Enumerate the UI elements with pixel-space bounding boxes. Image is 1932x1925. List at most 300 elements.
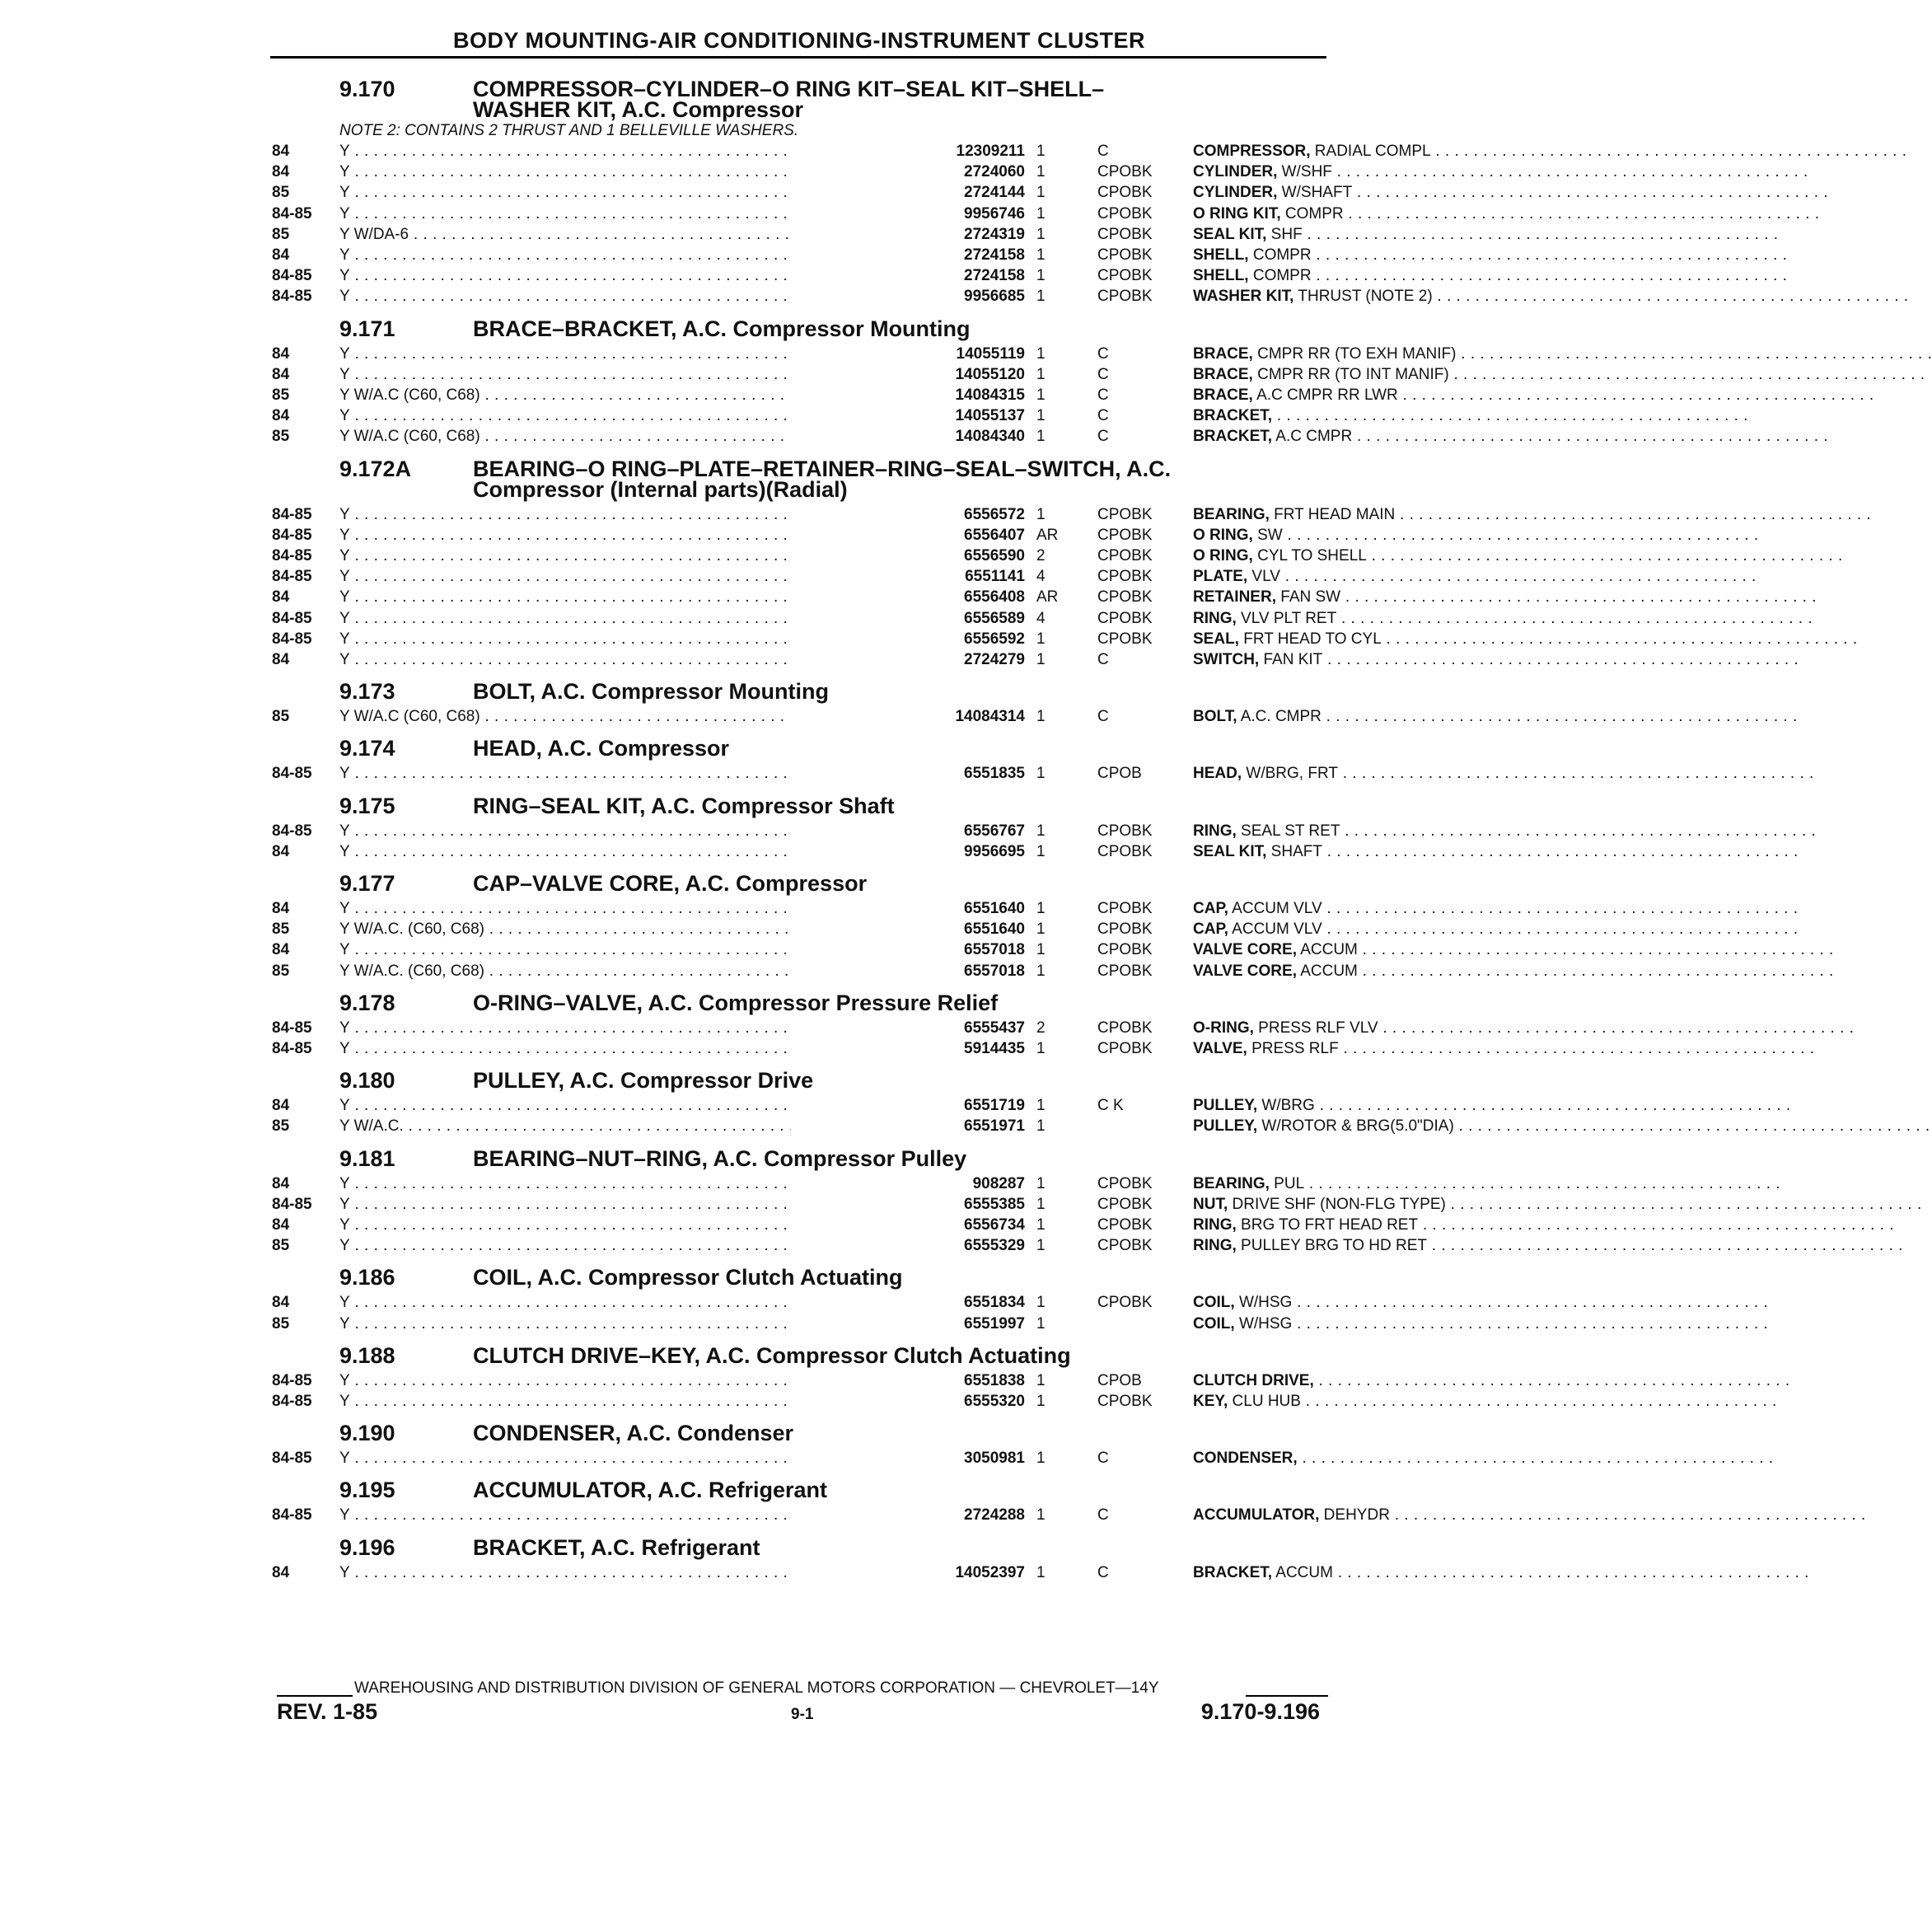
part-number: 9956746 xyxy=(791,204,1025,224)
part-detail: RADIAL COMPL xyxy=(1310,143,1431,160)
source-code: CPOBK xyxy=(1097,1294,1153,1312)
part-number: 6551640 xyxy=(791,919,1025,939)
quantity: 1 xyxy=(1036,1216,1046,1234)
part-description xyxy=(1193,344,1590,364)
part-number: 6551971 xyxy=(791,1116,1025,1136)
part-description xyxy=(1193,821,1590,841)
part-number: 9956695 xyxy=(791,841,1025,862)
part-row xyxy=(272,566,1328,587)
application: Y . . . xyxy=(339,649,908,670)
application: Y . . . xyxy=(339,587,908,607)
application: Y . . . xyxy=(339,1391,908,1412)
part-description xyxy=(1193,141,1590,162)
source-code: CPOBK xyxy=(1097,962,1153,980)
part-detail: A.C CMPR xyxy=(1272,428,1353,446)
model-year: 85 xyxy=(272,1117,290,1136)
part-row xyxy=(272,245,1328,265)
part-detail: ACCUM VLV xyxy=(1228,900,1322,917)
part-description xyxy=(1193,1116,1590,1136)
part-number: 2724144 xyxy=(791,182,1025,203)
model-year: 84-85 xyxy=(272,204,312,222)
part-description xyxy=(1193,649,1590,670)
quantity: 1 xyxy=(1036,1195,1046,1213)
source-code: CPOBK xyxy=(1097,609,1153,627)
model-year: 85 xyxy=(272,386,290,404)
source-code: CPOBK xyxy=(1097,900,1153,917)
part-description xyxy=(1193,1505,1590,1525)
part-name: BRACE, xyxy=(1193,344,1253,363)
part-row xyxy=(272,1448,1328,1468)
section-title: BRACKET, A.C. Refrigerant xyxy=(473,1534,760,1560)
part-detail: W/HSG xyxy=(1234,1294,1293,1312)
section-title: HEAD, A.C. Compressor xyxy=(473,736,730,761)
quantity: 1 xyxy=(1036,163,1046,181)
part-number: 6557018 xyxy=(791,961,1025,981)
part-detail: COMPR xyxy=(1248,267,1312,285)
part-description xyxy=(1193,224,1590,245)
part-description xyxy=(1193,364,1590,385)
model-year: 84-85 xyxy=(272,1195,312,1213)
part-detail: SHAFT xyxy=(1266,842,1322,860)
part-description xyxy=(1193,587,1590,607)
part-name: PULLEY, xyxy=(1193,1097,1258,1115)
application: Y W/DA-6 . . . xyxy=(339,224,908,245)
model-year: 84 xyxy=(272,344,290,363)
part-name: SEAL KIT, xyxy=(1193,225,1267,243)
model-year: 85 xyxy=(272,708,290,726)
part-row xyxy=(272,182,1353,203)
quantity: 1 xyxy=(1036,225,1046,243)
part-name: VALVE CORE, xyxy=(1193,941,1297,959)
part-description xyxy=(1193,841,1590,862)
model-year: 84-85 xyxy=(272,547,312,564)
quantity: 1 xyxy=(1036,184,1046,202)
application: Y . . . xyxy=(339,1095,908,1116)
model-year: 84 xyxy=(272,588,290,607)
part-number: 6555329 xyxy=(791,1235,1025,1256)
quantity: 1 xyxy=(1036,1117,1046,1136)
part-detail: SEAL ST RET xyxy=(1236,822,1340,840)
application: Y . . . xyxy=(339,245,908,265)
part-name: BRACE, xyxy=(1193,386,1253,404)
application: Y . . . xyxy=(339,566,908,587)
section-title: BRACE–BRACKET, A.C. Compressor Mounting xyxy=(473,316,971,341)
part-row xyxy=(272,939,1358,960)
source-code: C xyxy=(1097,428,1109,446)
part-row xyxy=(272,629,1382,649)
section-number: 9.190 xyxy=(339,1421,395,1446)
part-name: WASHER KIT, xyxy=(1193,288,1294,306)
section-number: 9.177 xyxy=(339,871,395,896)
quantity: 4 xyxy=(1036,609,1046,627)
part-detail: W/ROTOR & BRG(5.0"DIA) xyxy=(1257,1117,1454,1136)
part-row xyxy=(272,1370,1328,1391)
section-title: RING–SEAL KIT, A.C. Compressor Shaft xyxy=(473,793,895,818)
model-year: 84 xyxy=(272,365,290,383)
part-detail: ACCUM xyxy=(1296,962,1358,980)
section-number: 9.196 xyxy=(339,1534,395,1560)
source-code: CPOBK xyxy=(1097,920,1153,939)
application: Y . . . xyxy=(339,763,908,784)
part-description xyxy=(1193,939,1590,960)
source-code: CPOBK xyxy=(1097,941,1153,959)
part-description xyxy=(1193,608,1590,629)
part-detail: CMPR RR (TO EXH MANIF) xyxy=(1252,344,1457,363)
part-row xyxy=(272,286,1433,307)
part-number: 6556407 xyxy=(791,525,1025,546)
section-number: 9.178 xyxy=(339,990,395,1015)
part-row xyxy=(272,344,1457,364)
part-detail: COMPR xyxy=(1280,204,1344,222)
application: Y . . . xyxy=(339,344,908,364)
part-description xyxy=(1193,265,1590,286)
part-name: RING, xyxy=(1193,822,1237,840)
part-number: 6551835 xyxy=(791,763,1025,784)
source-code: C xyxy=(1097,407,1109,425)
part-number: 6556734 xyxy=(791,1215,1025,1235)
part-name: BEARING, xyxy=(1193,505,1270,523)
quantity: 1 xyxy=(1036,407,1046,425)
part-row xyxy=(272,224,1328,245)
quantity: 1 xyxy=(1036,822,1046,840)
source-code: CPOB xyxy=(1097,765,1142,783)
application: Y . . . xyxy=(339,939,908,960)
part-detail: PRESS RLF VLV xyxy=(1253,1019,1378,1037)
part-number: 6557018 xyxy=(791,939,1025,960)
quantity: 1 xyxy=(1036,246,1046,264)
application: Y . . . xyxy=(339,525,908,546)
part-name: RING, xyxy=(1193,609,1237,627)
part-description xyxy=(1193,405,1590,426)
part-row xyxy=(272,1173,1328,1194)
application: Y . . . xyxy=(339,898,908,919)
part-row xyxy=(272,426,1353,447)
part-number: 14055137 xyxy=(791,405,1025,426)
part-row xyxy=(272,919,1328,939)
section-title: CLUTCH DRIVE–KEY, A.C. Compressor Clutch Actuating xyxy=(473,1342,1071,1368)
part-row xyxy=(272,1095,1328,1116)
source-code: CPOBK xyxy=(1097,225,1153,243)
part-row xyxy=(272,898,1328,919)
model-year: 84-85 xyxy=(272,1506,312,1525)
quantity: AR xyxy=(1036,526,1059,544)
section-title: COIL, A.C. Compressor Clutch Actuating xyxy=(473,1265,903,1290)
part-detail: DRIVE SHF (NON-FLG TYPE) xyxy=(1228,1195,1446,1213)
quantity: 1 xyxy=(1036,1314,1046,1333)
source-code: CPOBK xyxy=(1097,1237,1153,1255)
quantity: 1 xyxy=(1036,386,1046,404)
part-row xyxy=(272,141,1431,162)
part-number: 6556767 xyxy=(791,821,1025,841)
quantity: 1 xyxy=(1036,842,1046,860)
part-detail: COMPR xyxy=(1248,246,1312,264)
part-description xyxy=(1193,1562,1590,1583)
part-description xyxy=(1193,1215,1590,1235)
source-code: C xyxy=(1097,708,1109,726)
part-row xyxy=(272,405,1328,426)
part-description xyxy=(1193,1292,1590,1313)
source-code: CPOBK xyxy=(1097,288,1153,306)
part-name: ACCUMULATOR, xyxy=(1193,1506,1320,1525)
part-detail: W/HSG xyxy=(1234,1314,1293,1333)
part-name: COMPRESSOR, xyxy=(1193,143,1311,160)
part-name: O RING, xyxy=(1193,547,1253,564)
part-description xyxy=(1193,525,1590,546)
application: Y . . . xyxy=(339,1018,908,1038)
source-code: CPOB xyxy=(1097,1371,1142,1389)
part-detail: PUL xyxy=(1269,1174,1305,1192)
part-row xyxy=(272,1018,1378,1038)
application: Y . . . xyxy=(339,1314,908,1334)
application: Y . . . xyxy=(339,286,908,307)
part-row xyxy=(272,763,1338,784)
part-number: 6556592 xyxy=(791,629,1025,649)
part-detail: ACCUM xyxy=(1272,1563,1333,1581)
quantity: 1 xyxy=(1036,1040,1046,1057)
part-row xyxy=(272,204,1344,224)
part-name: CLUTCH DRIVE, xyxy=(1193,1371,1314,1389)
application: Y . . . xyxy=(339,546,908,566)
model-year: 84-85 xyxy=(272,1040,312,1057)
part-number: 6555385 xyxy=(791,1194,1025,1215)
model-year: 84-85 xyxy=(272,1450,312,1468)
part-detail: PULLEY BRG TO HD RET xyxy=(1236,1237,1428,1255)
part-detail: SW xyxy=(1252,526,1283,544)
quantity: 1 xyxy=(1036,651,1046,668)
quantity: 1 xyxy=(1036,765,1046,783)
part-description xyxy=(1193,961,1590,981)
part-detail: W/SHAFT xyxy=(1277,184,1353,202)
quantity: 1 xyxy=(1036,365,1046,383)
part-name: O RING KIT, xyxy=(1193,204,1281,222)
section-number: 9.172A xyxy=(339,456,412,481)
quantity: 1 xyxy=(1036,267,1046,285)
part-number: 14052397 xyxy=(791,1562,1025,1583)
header-rule xyxy=(270,56,1326,59)
source-code: C xyxy=(1097,651,1109,668)
model-year: 85 xyxy=(272,962,290,980)
part-number: 14084340 xyxy=(791,426,1025,447)
part-name: KEY, xyxy=(1193,1393,1228,1410)
quantity: 1 xyxy=(1036,428,1046,446)
quantity: 1 xyxy=(1036,1097,1046,1115)
model-year: 84 xyxy=(272,651,290,668)
model-year: 84-85 xyxy=(272,630,312,648)
application: Y W/A.C (C60, C68) . . . xyxy=(339,385,908,405)
part-description xyxy=(1193,763,1590,784)
section-number: 9.171 xyxy=(339,316,395,341)
quantity: 1 xyxy=(1036,941,1046,959)
part-number: 12309211 xyxy=(791,141,1025,162)
quantity: 1 xyxy=(1036,1237,1046,1255)
part-description xyxy=(1193,706,1590,727)
quantity: 1 xyxy=(1036,1563,1046,1581)
quantity: 1 xyxy=(1036,708,1046,726)
source-code: CPOBK xyxy=(1097,526,1153,544)
section-number: 9.181 xyxy=(339,1145,395,1171)
model-year: 84-85 xyxy=(272,765,312,783)
quantity: 1 xyxy=(1036,505,1046,523)
section-title: COMPRESSOR–CYLINDER–O RING KIT–SEAL KIT–SHELL– WASHER KIT, A.C. Compressor xyxy=(473,77,1105,122)
part-detail: FAN KIT xyxy=(1259,651,1323,668)
part-number: 14055119 xyxy=(791,344,1025,364)
part-description xyxy=(1193,1391,1590,1412)
application: Y W/A.C. . . . xyxy=(339,1116,908,1136)
model-year: 84-85 xyxy=(272,1371,312,1389)
quantity: 1 xyxy=(1036,900,1046,917)
quantity: 2 xyxy=(1036,547,1046,564)
part-name: COIL, xyxy=(1193,1314,1235,1333)
section-title: CAP–VALVE CORE, A.C. Compressor xyxy=(473,871,868,896)
model-year: 84-85 xyxy=(272,526,312,544)
quantity: 1 xyxy=(1036,288,1046,306)
quantity: 1 xyxy=(1036,920,1046,939)
model-year: 85 xyxy=(272,184,290,202)
part-detail: VLV xyxy=(1247,568,1280,586)
part-description xyxy=(1193,1173,1590,1194)
application: Y . . . xyxy=(339,1194,908,1215)
part-name: VALVE, xyxy=(1193,1040,1247,1057)
part-number: 6551141 xyxy=(791,566,1025,587)
source-code: CPOBK xyxy=(1097,1019,1153,1037)
source-code: CPOBK xyxy=(1097,267,1153,285)
application: Y . . . xyxy=(339,1038,908,1059)
part-description xyxy=(1193,504,1590,525)
application: Y . . . xyxy=(339,141,908,162)
part-row xyxy=(272,587,1341,607)
part-row xyxy=(272,504,1396,525)
part-row xyxy=(272,364,1449,385)
section-title: CONDENSER, A.C. Condenser xyxy=(473,1421,794,1446)
part-description xyxy=(1193,898,1590,919)
quantity: 1 xyxy=(1036,630,1046,648)
source-code: CPOBK xyxy=(1097,588,1153,607)
source-code: C xyxy=(1097,365,1109,383)
model-year: 84 xyxy=(272,407,290,425)
section-number: 9.180 xyxy=(339,1068,395,1094)
part-description xyxy=(1193,245,1590,265)
part-row xyxy=(272,265,1328,286)
application: Y . . . xyxy=(339,1215,908,1235)
part-description xyxy=(1193,204,1590,224)
part-number: 6551834 xyxy=(791,1292,1025,1313)
part-row xyxy=(272,841,1328,862)
section-title: BEARING–O RING–PLATE–RETAINER–RING–SEAL–SWITCH, A.C. Compressor (Internal parts)(Radial) xyxy=(473,456,1172,502)
part-description xyxy=(1193,566,1590,587)
source-code: CPOBK xyxy=(1097,547,1153,564)
model-year: 84-85 xyxy=(272,822,312,840)
part-detail: CLU HUB xyxy=(1228,1393,1301,1410)
source-code: CPOBK xyxy=(1097,1174,1153,1192)
part-description xyxy=(1193,162,1590,182)
part-number: 5914435 xyxy=(791,1038,1025,1059)
part-description xyxy=(1193,1095,1590,1116)
application: Y . . . xyxy=(339,1448,908,1468)
part-row xyxy=(272,525,1328,546)
part-name: RETAINER, xyxy=(1193,588,1276,607)
part-detail: A.C CMPR RR LWR xyxy=(1252,386,1398,404)
part-row xyxy=(272,1391,1328,1412)
application: Y . . . xyxy=(339,629,908,649)
part-row xyxy=(272,1194,1446,1215)
part-number: 2724158 xyxy=(791,245,1025,265)
part-row xyxy=(272,821,1340,841)
section-number: 9.175 xyxy=(339,793,395,818)
part-name: SHELL, xyxy=(1193,267,1249,285)
part-description xyxy=(1193,1018,1590,1038)
part-name: SHELL, xyxy=(1193,246,1249,264)
source-code: CPOBK xyxy=(1097,246,1153,264)
section-title: BOLT, A.C. Compressor Mounting xyxy=(473,679,829,705)
section-number: 9.173 xyxy=(339,679,395,705)
source-code: CPOBK xyxy=(1097,204,1153,222)
model-year: 84 xyxy=(272,163,290,181)
section-number: 9.174 xyxy=(339,736,395,761)
part-name: BEARING, xyxy=(1193,1174,1270,1192)
part-name: COIL, xyxy=(1193,1294,1235,1312)
section-number: 9.188 xyxy=(339,1342,395,1368)
part-number: 9956685 xyxy=(791,286,1025,307)
quantity: 1 xyxy=(1036,1450,1046,1468)
model-year: 84-85 xyxy=(272,568,312,586)
model-year: 85 xyxy=(272,920,290,939)
part-number: 14084314 xyxy=(791,706,1025,727)
footer-text: WAREHOUSING AND DISTRIBUTION DIVISION OF GENERAL MOTORS CORPORATION — CHEVROLET—14Y xyxy=(354,1679,1159,1697)
part-detail: VLV PLT RET xyxy=(1236,609,1337,627)
part-name: CAP, xyxy=(1193,920,1228,939)
part-name: PLATE, xyxy=(1193,568,1248,586)
part-detail: SHF xyxy=(1266,225,1303,243)
section-number: 9.195 xyxy=(339,1478,395,1503)
source-code: C K xyxy=(1097,1097,1124,1115)
part-name: BRACKET, xyxy=(1193,407,1273,425)
part-detail: W/SHF xyxy=(1277,163,1332,181)
application: Y W/A.C (C60, C68) . . . xyxy=(339,426,908,447)
part-number: 2724279 xyxy=(791,649,1025,670)
application: Y . . . xyxy=(339,1235,908,1256)
part-number: 3050981 xyxy=(791,1448,1025,1468)
part-number: 14055120 xyxy=(791,364,1025,385)
part-number: 6555320 xyxy=(791,1391,1025,1412)
application: Y . . . xyxy=(339,1292,908,1313)
part-row xyxy=(272,546,1367,566)
part-name: RING, xyxy=(1193,1237,1237,1255)
part-name: CYLINDER, xyxy=(1193,163,1278,181)
model-year: 84 xyxy=(272,1294,290,1312)
part-name: O RING, xyxy=(1193,526,1253,544)
quantity: 1 xyxy=(1036,204,1046,222)
part-row xyxy=(272,385,1398,405)
section-title: PULLEY, A.C. Compressor Drive xyxy=(473,1068,814,1094)
part-number: 908287 xyxy=(791,1173,1025,1194)
part-number: 6551838 xyxy=(791,1370,1025,1391)
source-code: C xyxy=(1097,344,1109,363)
part-row xyxy=(272,961,1358,981)
source-code: CPOBK xyxy=(1097,505,1153,523)
quantity: 1 xyxy=(1036,1294,1046,1312)
part-description xyxy=(1193,1314,1590,1334)
source-code: C xyxy=(1097,1563,1109,1581)
application: Y . . . xyxy=(339,821,908,841)
source-code: CPOBK xyxy=(1097,822,1153,840)
source-code: CPOBK xyxy=(1097,1393,1153,1410)
part-number: 6556590 xyxy=(791,546,1025,566)
part-name: NUT, xyxy=(1193,1195,1228,1213)
part-name: BRACKET, xyxy=(1193,428,1273,446)
part-number: 2724060 xyxy=(791,162,1025,182)
part-name: BRACKET, xyxy=(1193,1563,1273,1581)
part-name: BOLT, xyxy=(1193,708,1237,726)
